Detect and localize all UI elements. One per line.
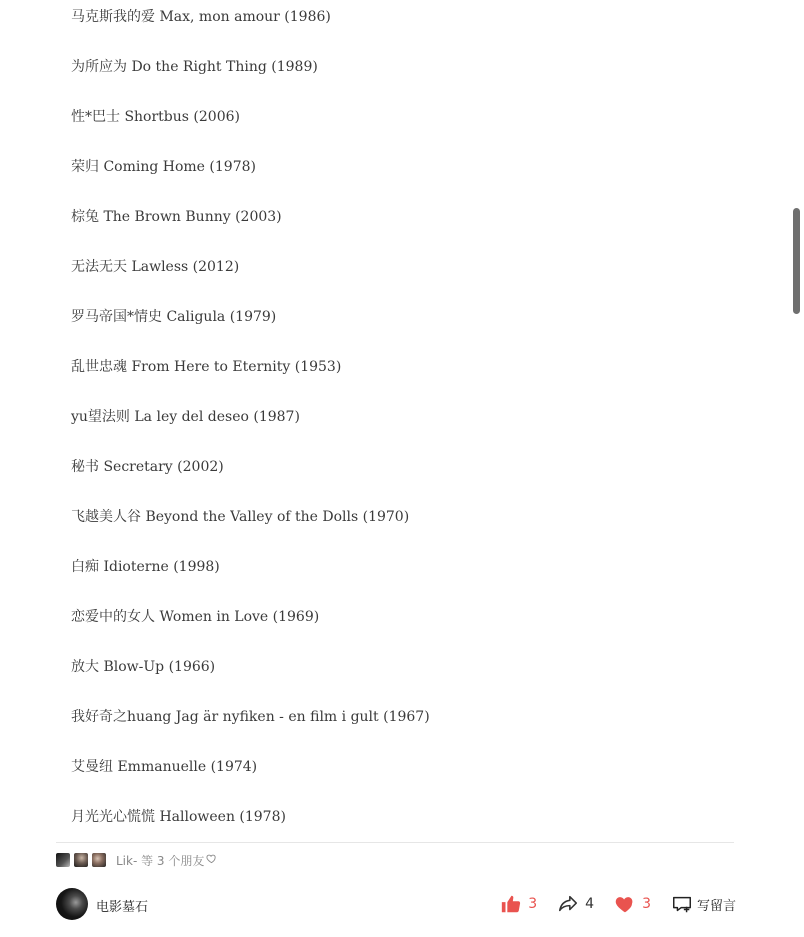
film-item: 放大 Blow-Up (1966) (71, 659, 216, 675)
film-item: yu望法则 La ley del deseo (1987) (71, 409, 300, 425)
film-item: 无法无天 Lawless (2012) (71, 259, 240, 275)
action-bar (480, 892, 736, 916)
share-arrow-icon (557, 893, 579, 915)
share-count: 4 (585, 896, 595, 912)
film-item: 罗马帝国*情史 Caligula (1979) (71, 309, 277, 325)
write-comment-label: 写留言 (696, 898, 736, 914)
divider (56, 842, 734, 843)
friend-avatar (92, 853, 106, 867)
film-item: 秘书 Secretary (2002) (71, 459, 224, 475)
scrollbar-thumb[interactable] (793, 208, 800, 314)
film-item: 白痴 Idioterne (1998) (71, 559, 220, 575)
like-button[interactable] (500, 893, 537, 915)
film-item: 马克斯我的爱 Max, mon amour (1986) (71, 9, 331, 25)
thumbs-up-icon (500, 893, 522, 915)
heart-outline-icon (206, 853, 217, 867)
film-item: 艾曼纽 Emmanuelle (1974) (71, 759, 258, 775)
film-item: 为所应为 Do the Right Thing (1989) (71, 59, 318, 75)
friend-avatar (74, 853, 88, 867)
share-button[interactable] (557, 893, 594, 915)
film-item: 我好奇之huang Jag är nyfiken - en film i gult (1967) (71, 709, 430, 725)
comment-add-icon (671, 893, 693, 915)
heart-icon (614, 893, 636, 915)
film-item: 乱世忠魂 From Here to Eternity (1953) (71, 359, 342, 375)
write-comment-button[interactable] (671, 893, 736, 915)
film-item: 荣归 Coming Home (1978) (71, 159, 256, 175)
likers-row[interactable] (56, 851, 217, 869)
favorite-count: 3 (642, 896, 651, 912)
film-item: 恋爱中的女人 Women in Love (1969) (71, 609, 320, 625)
friend-avatar (56, 853, 70, 867)
film-item: 棕兔 The Brown Bunny (2003) (71, 209, 282, 225)
film-item: 性*巴士 Shortbus (2006) (71, 109, 240, 125)
film-list (71, 0, 731, 850)
film-item: 月光光心慌慌 Halloween (1978) (71, 809, 286, 825)
author-avatar[interactable] (56, 888, 88, 920)
likers-text: Lik- 等 3 个朋友 (116, 853, 205, 868)
film-item: 飞越美人谷 Beyond the Valley of the Dolls (1970) (71, 509, 410, 525)
article-footer (56, 887, 736, 921)
favorite-button[interactable] (614, 893, 651, 915)
like-count: 3 (528, 896, 538, 912)
author-name[interactable]: 电影墓石 (96, 900, 149, 915)
